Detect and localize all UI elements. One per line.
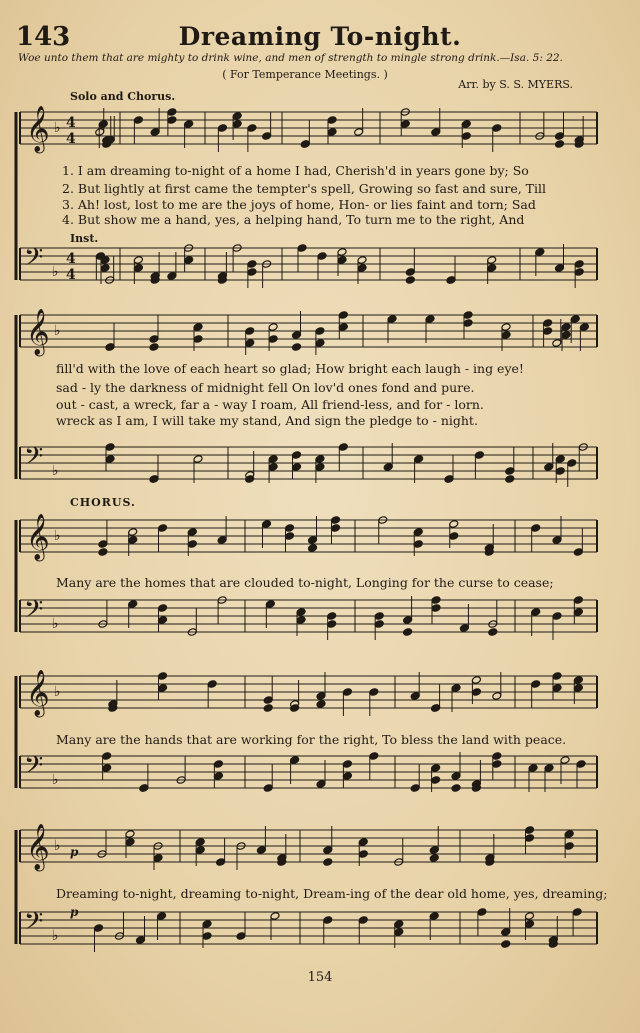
note-head xyxy=(574,260,584,269)
note-head xyxy=(357,256,367,265)
note-head xyxy=(501,928,511,937)
note-head xyxy=(555,264,565,273)
note-head xyxy=(552,684,562,693)
note-head xyxy=(193,335,203,344)
note-head xyxy=(555,140,565,149)
note-head xyxy=(125,838,135,847)
note-head xyxy=(446,276,456,285)
note-head xyxy=(444,475,454,484)
note-head xyxy=(449,532,459,541)
note-head xyxy=(213,760,223,769)
page-number: 154 xyxy=(307,970,333,985)
note-head xyxy=(342,772,352,781)
note-head xyxy=(296,616,306,625)
note-head xyxy=(429,854,439,863)
note-head xyxy=(263,784,273,793)
treble-clef: 𝄞 xyxy=(26,514,50,560)
note-head xyxy=(149,343,159,352)
note-head xyxy=(263,696,273,705)
note-head xyxy=(193,323,203,332)
note-head xyxy=(98,548,108,557)
key-signature-flat: ♭ xyxy=(52,928,59,944)
note-head xyxy=(133,256,143,265)
note-head xyxy=(487,256,497,265)
note-head xyxy=(232,112,242,121)
note-head xyxy=(213,772,223,781)
note-head xyxy=(531,608,541,617)
note-head xyxy=(535,248,545,257)
note-head xyxy=(579,323,589,332)
note-head xyxy=(247,260,257,269)
note-head xyxy=(292,331,302,340)
note-head xyxy=(184,256,194,265)
note-head xyxy=(327,116,337,125)
note-head xyxy=(256,846,266,855)
note-head xyxy=(572,908,582,917)
note-head xyxy=(327,128,337,137)
note-head xyxy=(487,264,497,273)
note-head xyxy=(167,272,177,281)
note-head xyxy=(459,624,469,633)
note-head xyxy=(560,756,570,765)
note-head xyxy=(133,264,143,273)
note-head xyxy=(573,676,583,685)
note-head xyxy=(564,842,574,851)
note-head xyxy=(98,540,108,549)
note-head xyxy=(431,596,441,605)
note-head xyxy=(94,924,104,933)
bass-clef: 𝄢 xyxy=(24,907,44,942)
note-head xyxy=(331,516,341,525)
note-head xyxy=(323,916,333,925)
note-head xyxy=(158,684,168,693)
note-head xyxy=(501,323,511,332)
note-head xyxy=(308,544,318,553)
note-head xyxy=(139,784,149,793)
note-head xyxy=(247,124,257,133)
time-signature-bottom: 4 xyxy=(66,131,76,147)
key-signature-flat: ♭ xyxy=(54,120,61,136)
key-signature-flat: ♭ xyxy=(54,323,61,339)
note-head xyxy=(463,319,473,328)
verse-2-line-2: sad - ly the darkness of midnight fell On lov'd ones fond and pure. xyxy=(56,380,475,395)
note-head xyxy=(369,688,379,697)
note-head xyxy=(158,604,168,613)
note-head xyxy=(128,528,138,537)
note-head xyxy=(300,140,310,149)
note-head xyxy=(102,752,112,761)
note-head xyxy=(157,912,167,921)
note-head xyxy=(492,760,502,769)
note-head xyxy=(552,536,562,545)
note-head xyxy=(358,838,368,847)
note-head xyxy=(555,467,565,476)
note-head xyxy=(297,244,307,253)
chorus-lyric-3: Dreaming to-night, dreaming to-night, Dream-ing of the dear old home, yes, dreaming; xyxy=(56,886,608,901)
note-head xyxy=(323,858,333,867)
note-head xyxy=(296,608,306,617)
note-head xyxy=(292,451,302,460)
note-head xyxy=(202,932,212,941)
note-head xyxy=(217,124,227,133)
note-head xyxy=(528,764,538,773)
arranger-credit: Arr. by S. S. MYERS. xyxy=(458,78,573,91)
note-head xyxy=(555,132,565,141)
note-head xyxy=(128,536,138,545)
note-head xyxy=(316,692,326,701)
chorus-label: CHORUS. xyxy=(70,496,136,509)
hymn-number: 143 xyxy=(16,22,71,52)
note-head xyxy=(323,846,333,855)
note-head xyxy=(342,760,352,769)
note-head xyxy=(315,339,325,348)
note-head xyxy=(167,108,177,117)
note-head xyxy=(167,116,177,125)
note-head xyxy=(405,268,415,277)
treble-clef: 𝄞 xyxy=(26,309,50,355)
note-head xyxy=(270,912,280,921)
note-head xyxy=(149,475,159,484)
note-head xyxy=(158,524,168,533)
note-head xyxy=(285,524,295,533)
note-head xyxy=(195,838,205,847)
note-head xyxy=(552,339,562,348)
instrument-label: Inst. xyxy=(70,232,99,245)
note-head xyxy=(543,319,553,328)
bass-clef: 𝄢 xyxy=(24,243,44,278)
note-head xyxy=(574,268,584,277)
note-head xyxy=(102,764,112,773)
note-head xyxy=(429,912,439,921)
note-head xyxy=(488,628,498,637)
note-head xyxy=(531,680,541,689)
note-head xyxy=(564,830,574,839)
occasion-note: ( For Temperance Meetings. ) xyxy=(222,68,388,81)
note-head xyxy=(570,315,580,324)
note-head xyxy=(492,752,502,761)
note-head xyxy=(149,335,159,344)
note-head xyxy=(405,276,415,285)
key-signature-flat: ♭ xyxy=(52,616,59,632)
time-signature-bottom: 4 xyxy=(66,267,76,283)
note-head xyxy=(195,846,205,855)
verse-1-line-1: 1. I am dreaming to-night of a home I had, Cherish'd in years gone by; So xyxy=(62,163,529,178)
note-head xyxy=(337,256,347,265)
note-head xyxy=(327,612,337,621)
note-head xyxy=(136,936,146,945)
note-head xyxy=(525,826,535,835)
note-head xyxy=(561,323,571,332)
note-head xyxy=(245,327,255,336)
key-signature-flat: ♭ xyxy=(52,264,59,280)
note-head xyxy=(268,335,278,344)
note-head xyxy=(338,443,348,452)
note-head xyxy=(555,455,565,464)
note-head xyxy=(552,612,562,621)
note-head xyxy=(543,327,553,336)
note-head xyxy=(316,700,326,709)
note-head xyxy=(492,124,502,133)
note-head xyxy=(125,830,135,839)
note-head xyxy=(429,846,439,855)
note-head xyxy=(193,455,203,464)
note-head xyxy=(153,854,163,863)
note-head xyxy=(207,680,217,689)
note-head xyxy=(403,628,413,637)
note-head xyxy=(327,620,337,629)
note-head xyxy=(387,315,397,324)
note-head xyxy=(544,764,554,773)
note-head xyxy=(268,455,278,464)
note-head xyxy=(451,784,461,793)
note-head xyxy=(265,600,275,609)
treble-clef: 𝄞 xyxy=(26,106,50,152)
note-head xyxy=(292,463,302,472)
note-head xyxy=(463,311,473,320)
note-head xyxy=(525,920,535,929)
dynamic-piano-treble: p xyxy=(70,845,79,859)
note-head xyxy=(567,459,577,468)
note-head xyxy=(358,850,368,859)
note-head xyxy=(236,932,246,941)
note-head xyxy=(451,772,461,781)
note-head xyxy=(505,475,515,484)
note-head xyxy=(449,520,459,529)
note-head xyxy=(285,532,295,541)
note-head xyxy=(342,688,352,697)
time-signature-top: 4 xyxy=(66,251,76,267)
note-head xyxy=(501,331,511,340)
note-head xyxy=(202,920,212,929)
note-head xyxy=(187,540,197,549)
solo-and-chorus-label: Solo and Chorus. xyxy=(70,90,176,103)
verse-1-line-2: fill'd with the love of each heart so glad; How bright each laugh - ing eye! xyxy=(56,361,524,376)
note-head xyxy=(531,524,541,533)
bass-clef: 𝄢 xyxy=(24,442,44,477)
note-head xyxy=(573,684,583,693)
note-head xyxy=(400,120,410,129)
note-head xyxy=(413,540,423,549)
note-head xyxy=(374,612,384,621)
scripture-epigraph: Woe unto them that are mighty to drink wine, and men of strength to mingle strong drink.—Isa. 5: 22. xyxy=(18,52,563,64)
note-head xyxy=(158,672,168,681)
note-head xyxy=(128,600,138,609)
note-head xyxy=(410,784,420,793)
bass-clef: 𝄢 xyxy=(24,751,44,786)
note-head xyxy=(105,343,115,352)
note-head xyxy=(315,455,325,464)
note-head xyxy=(431,776,441,785)
verse-3-line-1: 3. Ah! lost, lost to me are the joys of home, Hon- or lies faint and torn; Sad xyxy=(62,197,536,212)
note-head xyxy=(354,128,364,137)
note-head xyxy=(268,323,278,332)
note-head xyxy=(316,780,326,789)
note-head xyxy=(217,536,227,545)
note-head xyxy=(403,616,413,625)
note-head xyxy=(561,331,571,340)
treble-clef: 𝄞 xyxy=(26,824,50,870)
dynamic-piano-bass: p xyxy=(70,905,79,919)
note-head xyxy=(471,688,481,697)
note-head xyxy=(461,132,471,141)
note-head xyxy=(394,920,404,929)
note-head xyxy=(501,940,511,949)
note-head xyxy=(292,343,302,352)
note-head xyxy=(308,536,318,545)
treble-clef: 𝄞 xyxy=(26,670,50,716)
note-head xyxy=(431,704,441,713)
note-head xyxy=(492,692,502,701)
verse-2-line-1: 2. But lightly at first came the tempter's spell, Growing so fast and sure, Till xyxy=(62,181,546,196)
note-head xyxy=(338,323,348,332)
note-head xyxy=(552,672,562,681)
note-head xyxy=(268,463,278,472)
verse-3-line-2: out - cast, a wreck, far a - way I roam, All friend-less, and for - lorn. xyxy=(56,397,484,412)
note-head xyxy=(451,684,461,693)
note-head xyxy=(431,764,441,773)
note-head xyxy=(431,604,441,613)
note-head xyxy=(505,467,515,476)
note-head xyxy=(158,616,168,625)
note-head xyxy=(338,311,348,320)
key-signature-flat: ♭ xyxy=(54,528,61,544)
note-head xyxy=(525,912,535,921)
note-head xyxy=(187,528,197,537)
note-head xyxy=(369,752,379,761)
note-head xyxy=(461,120,471,129)
note-head xyxy=(573,548,583,557)
note-head xyxy=(573,608,583,617)
note-head xyxy=(133,116,143,125)
note-head xyxy=(357,264,367,273)
note-head xyxy=(477,908,487,917)
note-head xyxy=(105,443,115,452)
note-head xyxy=(374,620,384,629)
note-head xyxy=(317,252,327,261)
key-signature-flat: ♭ xyxy=(54,838,61,854)
note-head xyxy=(98,120,108,129)
note-head xyxy=(414,455,424,464)
note-head xyxy=(471,676,481,685)
note-head xyxy=(290,756,300,765)
note-head xyxy=(431,128,441,137)
note-head xyxy=(247,268,257,277)
note-head xyxy=(262,132,272,141)
verse-4-line-1: 4. But show me a hand, yes, a helping hand, To turn me to the right, And xyxy=(62,212,525,227)
note-head xyxy=(263,704,273,713)
chorus-lyric-2: Many are the hands that are working for the right, To bless the land with peace. xyxy=(56,732,567,747)
verse-4-line-2: wreck as I am, I will take my stand, And sign the pledge to - night. xyxy=(56,413,478,428)
note-head xyxy=(358,916,368,925)
note-head xyxy=(337,248,347,257)
note-head xyxy=(315,463,325,472)
note-head xyxy=(184,120,194,129)
note-head xyxy=(383,463,393,472)
note-head xyxy=(394,928,404,937)
key-signature-flat: ♭ xyxy=(54,684,61,700)
note-head xyxy=(105,455,115,464)
time-signature-top: 4 xyxy=(66,115,76,131)
note-head xyxy=(150,128,160,137)
note-head xyxy=(525,834,535,843)
key-signature-flat: ♭ xyxy=(52,772,59,788)
note-head xyxy=(474,451,484,460)
note-head xyxy=(544,463,554,472)
note-head xyxy=(331,524,341,533)
note-head xyxy=(425,315,435,324)
note-head xyxy=(262,520,272,529)
key-signature-flat: ♭ xyxy=(52,463,59,479)
note-head xyxy=(245,339,255,348)
note-head xyxy=(100,264,110,273)
note-head xyxy=(216,858,226,867)
note-head xyxy=(315,327,325,336)
bass-clef: 𝄢 xyxy=(24,595,44,630)
hymn-title: Dreaming To-night. xyxy=(178,22,462,51)
chorus-lyric-1: Many are the homes that are clouded to-night, Longing for the curse to cease; xyxy=(56,575,554,590)
note-head xyxy=(576,760,586,769)
note-head xyxy=(413,528,423,537)
note-head xyxy=(410,692,420,701)
note-head xyxy=(573,596,583,605)
note-head xyxy=(232,120,242,129)
